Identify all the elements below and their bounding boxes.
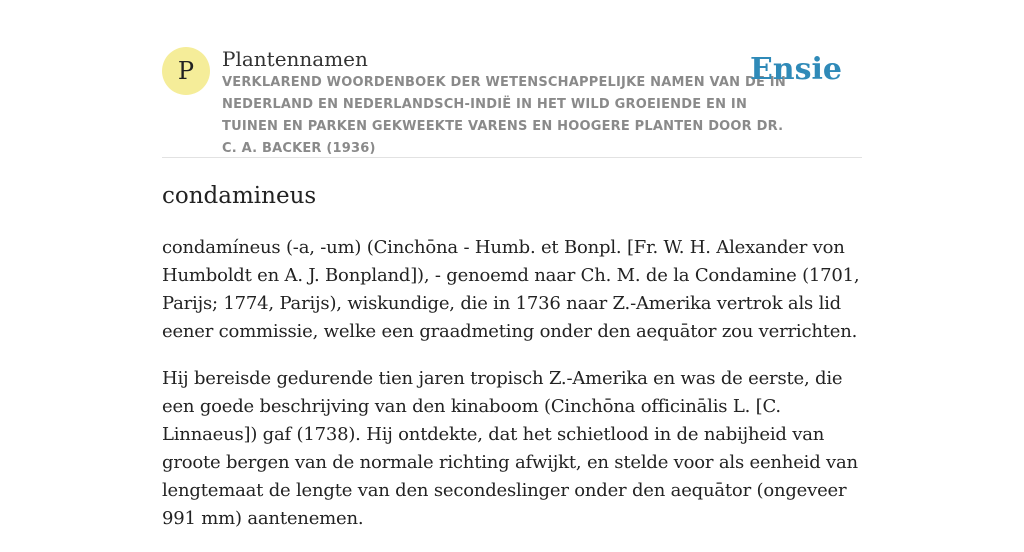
book-subtitle: VERKLAREND WOORDENBOEK DER WETENSCHAPPELIJKE NAMEN VAN DE IN NEDERLAND EN NEDERLANDSCH-INDIË IN HET WILD GROEIENDE EN IN TUINEN EN PARKEN GEKWEEKTE VARENS EN HOOGERE PLANTEN DOOR DR. C. A. BACKER (1936) [222,75,786,156]
entry-title: condamineus [162,183,317,209]
page-container [162,0,862,529]
book-title-link[interactable]: Plantennamen [222,47,368,71]
avatar-letter: P [177,57,195,85]
entry-paragraph-1: condamíneus (-a, -um) (Cinchōna - Humb. et Bonpl. [Fr. W. H. Alexander von Humboldt en A. J. Bonpland]), - genoemd naar Ch. M. de la Condamine (1701, Parijs; 1774, Parijs), wiskundige, die in 1736 naar Z.-Amerika vertrok als lid eener commissie, welke een graadmeting onder den aequātor zou verrichten. [162,237,860,342]
book-header [162,44,862,156]
ensie-logo-link[interactable]: Ensie [749,52,842,87]
entry-paragraph-2: Hij bereisde gedurende tien jaren tropisch Z.-Amerika en was de eerste, die een goede beschrijving van den kinaboom (Cinchōna officinālis L. [C. Linnaeus]) gaf (1738). Hij ontdekte, dat het schietlood in de nabijheid van groote bergen van de normale richting afwijkt, en stelde voor als eenheid van lengtemaat de lengte van den secondeslinger onder den aequātor (ongeveer 991 mm) aantenemen. [162,368,858,529]
entry-body [162,234,862,552]
book-avatar[interactable] [162,47,210,95]
header-divider [162,157,862,158]
